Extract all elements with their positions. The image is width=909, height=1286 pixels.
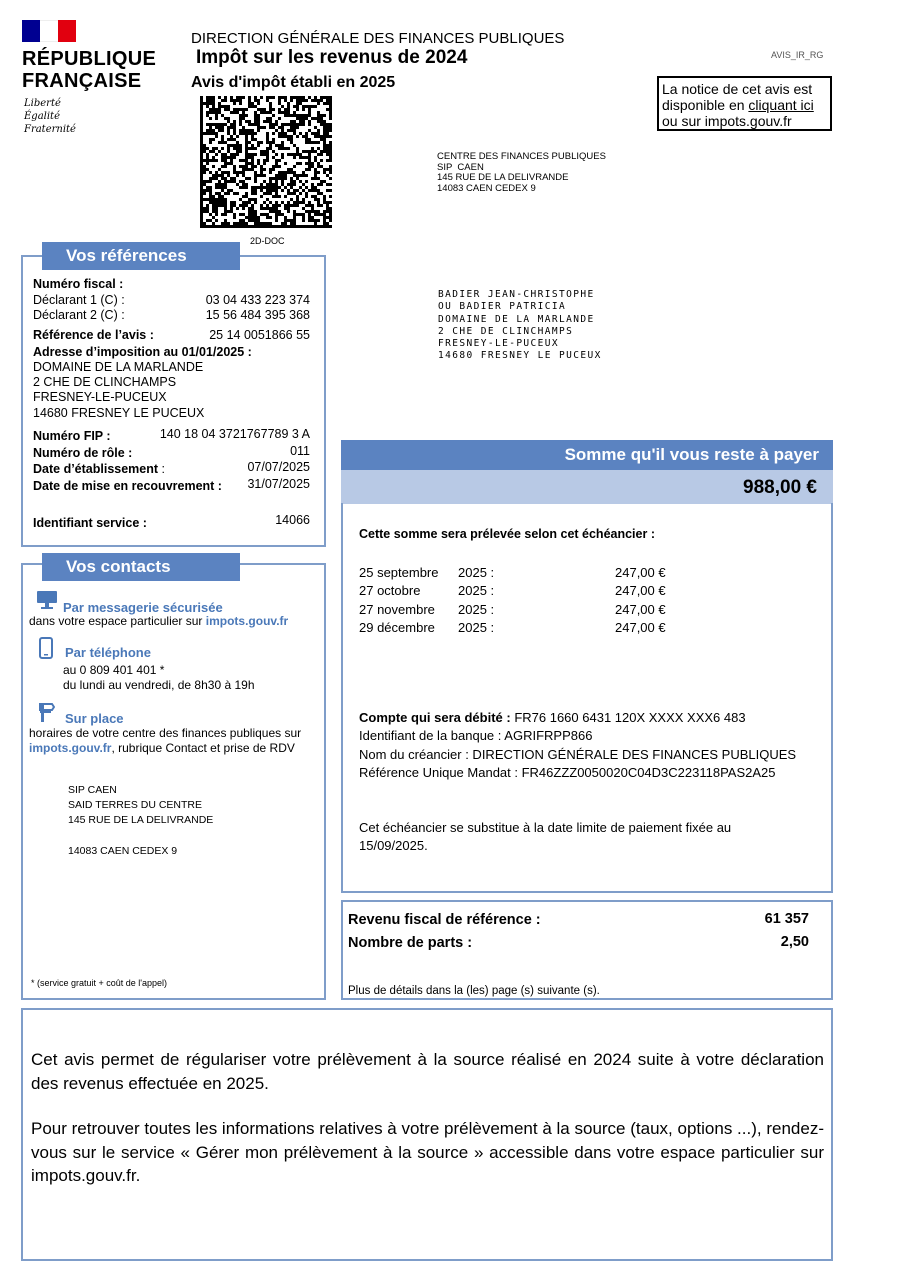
notice-link[interactable]: cliquant ici — [748, 97, 814, 113]
rfr-box — [341, 900, 833, 1000]
phone-icon — [39, 637, 53, 659]
adresse-line: FRESNEY-LE-PUCEUX — [33, 390, 167, 404]
compte-row — [359, 709, 746, 728]
centre-line: 145 RUE DE LA DELIVRANDE — [437, 172, 569, 183]
schedule-year: 2025 : — [458, 620, 495, 635]
role-label: Numéro de rôle : — [33, 446, 133, 460]
creancier: Nom du créancier : DIRECTION GÉNÉRALE DES FINANCES PUBLIQUES — [359, 747, 797, 762]
logo-line-2: FRANÇAISE — [22, 70, 142, 92]
place-link[interactable]: impots.gouv.fr — [29, 741, 112, 755]
contacts-box — [21, 563, 326, 1000]
schedule-amount: 247,00 € — [615, 620, 666, 635]
info-paragraph-2: Pour retrouver toutes les informations relatives à votre prélèvement à la source (taux, options ...), rendez-vous sur le service « Gérer mon prélèvement à la source » accessible dans votre espace particulier sur impots.gouv.fr. — [31, 1119, 824, 1185]
notice-box — [657, 76, 832, 131]
substitution-line-1: Cet échéancier se substitue à la date limite de paiement fixée au — [359, 820, 732, 835]
adresse-line: 14680 FRESNEY LE PUCEUX — [33, 406, 205, 420]
messagerie-link[interactable]: impots.gouv.fr — [205, 614, 289, 628]
dgfip-heading: DIRECTION GÉNÉRALE DES FINANCES PUBLIQUES — [191, 30, 565, 47]
place-text-1: horaires de votre centre des finances publiques sur — [29, 726, 302, 740]
schedule-date: 27 octobre — [359, 583, 421, 598]
adresse-line: 2 CHE DE CLINCHAMPS — [33, 375, 177, 389]
marianne-flag-icon — [22, 20, 76, 42]
telephone-hours: du lundi au vendredi, de 8h30 à 19h — [63, 678, 255, 692]
page-subtitle: Avis d'impôt établi en 2025 — [191, 74, 396, 91]
place-text-rest: , rubrique Contact et prise de RDV — [111, 741, 295, 755]
schedule-date: 25 septembre — [359, 565, 439, 580]
references-box — [21, 255, 326, 547]
banque-id: Identifiant de la banque : AGRIFRPP866 — [359, 728, 593, 743]
payment-header: Somme qu'il vous reste à payer — [341, 440, 833, 470]
details-note: Plus de détails dans la (les) page (s) suivante (s). — [348, 985, 600, 997]
location-sign-icon — [37, 701, 55, 723]
schedule-amount: 247,00 € — [615, 565, 666, 580]
etab-value: 07/07/2025 — [247, 460, 310, 474]
declarant1-value: 03 04 433 223 374 — [205, 293, 310, 307]
computer-icon — [35, 590, 59, 610]
messagerie-text — [29, 614, 288, 629]
recipient-line: BADIER JEAN-CHRISTOPHE — [438, 289, 595, 300]
mandat-ref: Référence Unique Mandat : FR46ZZZ0050020C04D3C223118PAS2A25 — [359, 765, 776, 780]
recipient-line: 14680 FRESNEY LE PUCEUX — [438, 350, 602, 362]
rfr-value: 61 357 — [764, 911, 809, 927]
substitution-line-2: 15/09/2025. — [359, 838, 428, 853]
schedule-date: 29 décembre — [359, 620, 435, 635]
service-label: Identifiant service : — [33, 516, 147, 530]
recipient-address — [438, 289, 602, 363]
payment-amount: 988,00 € — [341, 470, 833, 504]
etab-colon: : — [158, 462, 165, 476]
centre-line: CENTRE DES FINANCES PUBLIQUES — [437, 151, 606, 162]
recipient-line: OU BADIER PATRICIA — [438, 301, 567, 313]
contacts-tab: Vos contacts — [42, 553, 240, 581]
declarant1-label: Déclarant 1 (C) : — [33, 293, 125, 307]
parts-label: Nombre de parts : — [348, 935, 473, 951]
centre-line: 14083 CAEN CEDEX 9 — [437, 182, 536, 194]
schedule-year: 2025 : — [458, 602, 495, 617]
notice-text-post: ou sur impots.gouv.fr — [662, 113, 792, 129]
centre-line: SIP CAEN — [437, 161, 484, 173]
compte-value: FR76 1660 6431 120X XXXX XXX6 483 — [510, 710, 746, 725]
ref-avis-value: 25 14 0051866 55 — [209, 328, 310, 342]
cost-footnote: * (service gratuit + coût de l'appel) — [31, 978, 168, 988]
2d-doc-barcode-icon — [200, 96, 332, 228]
schedule-year: 2025 : — [458, 565, 495, 580]
compte-label: Compte qui sera débité : — [359, 710, 511, 725]
sip-line: SAID TERRES DU CENTRE — [68, 799, 202, 811]
notice-text-pre: La notice de cet avis est disponible en — [662, 81, 813, 113]
place-text-2 — [29, 741, 295, 756]
references-tab: Vos références — [42, 242, 240, 270]
recouv-value: 31/07/2025 — [247, 477, 310, 491]
document-code: AVIS_IR_RG — [771, 50, 824, 60]
recipient-line: DOMAINE DE LA MARLANDE — [438, 313, 595, 325]
place-title: Sur place — [65, 711, 124, 726]
sip-line: 145 RUE DE LA DELIVRANDE — [68, 814, 214, 826]
sip-line: SIP CAEN — [68, 784, 117, 796]
recipient-line: 2 CHE DE CLINCHAMPS — [438, 325, 574, 337]
schedule-amount: 247,00 € — [615, 602, 666, 617]
service-value: 14066 — [275, 513, 310, 527]
schedule-intro: Cette somme sera prélevée selon cet échéancier : — [359, 527, 655, 541]
2d-doc-label: 2D-DOC — [250, 236, 285, 246]
ref-avis-label: Référence de l’avis : — [33, 328, 154, 342]
logo-line-1: RÉPUBLIQUE — [22, 48, 157, 70]
fip-label: Numéro FIP : — [33, 429, 111, 443]
adresse-line: DOMAINE DE LA MARLANDE — [33, 360, 204, 374]
sip-city: 14083 CAEN CEDEX 9 — [68, 845, 178, 857]
numero-fiscal-label: Numéro fiscal : — [33, 277, 124, 291]
page-title: Impôt sur les revenus de 2024 — [196, 47, 468, 68]
schedule-year: 2025 : — [458, 583, 495, 598]
messagerie-title: Par messagerie sécurisée — [63, 600, 223, 615]
schedule-amount: 247,00 € — [615, 583, 666, 598]
centre-address — [437, 152, 606, 194]
motto-fraternite: Fraternité — [24, 124, 76, 135]
fip-value: 140 18 04 3721767789 3 A — [159, 427, 310, 441]
info-paragraph-1: Cet avis permet de régulariser votre prélèvement à la source réalisé en 2024 suite à votre déclaration des revenus effectuée en 2025. — [31, 1050, 824, 1093]
rfr-label: Revenu fiscal de référence : — [348, 912, 541, 928]
telephone-title: Par téléphone — [65, 645, 151, 660]
recipient-line: FRESNEY-LE-PUCEUX — [438, 338, 560, 350]
recouv-label: Date de mise en recouvrement : — [33, 479, 222, 493]
role-value: 011 — [290, 444, 310, 458]
information-box — [21, 1008, 833, 1261]
motto-egalite: Égalité — [24, 111, 60, 122]
payment-box — [341, 503, 833, 893]
declarant2-label: Déclarant 2 (C) : — [33, 308, 125, 322]
adresse-label: Adresse d’imposition au 01/01/2025 : — [33, 345, 252, 359]
etab-label: Date d’établissement — [33, 462, 159, 476]
etab-label-row — [33, 462, 165, 476]
messagerie-text-pre: dans votre espace particulier sur — [29, 614, 206, 628]
telephone-number: au 0 809 401 401 * — [63, 663, 165, 677]
republique-francaise-logo — [22, 20, 157, 136]
declarant2-value: 15 56 484 395 368 — [205, 308, 310, 322]
schedule-date: 27 novembre — [359, 602, 435, 617]
motto-liberte: Liberté — [24, 98, 61, 109]
parts-value: 2,50 — [780, 934, 809, 950]
